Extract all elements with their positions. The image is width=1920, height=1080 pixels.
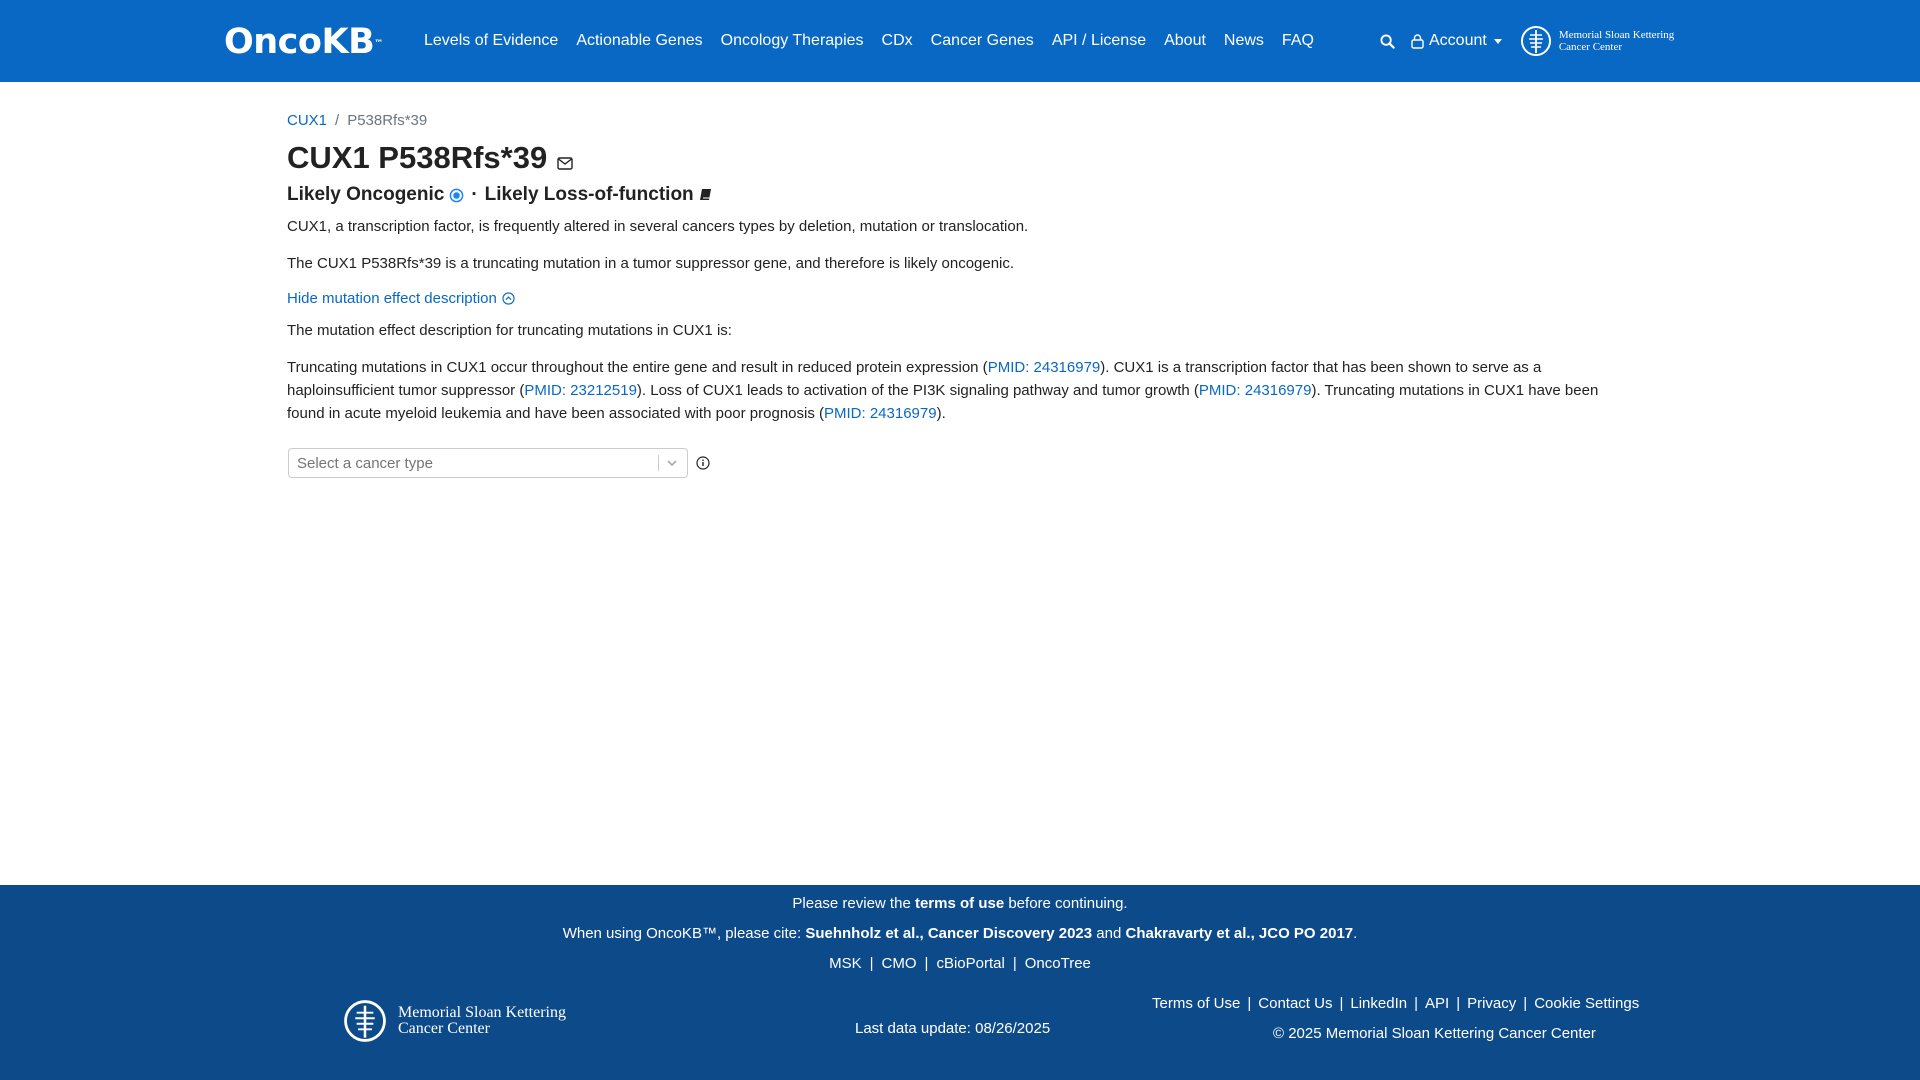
citation-link-2[interactable]: Chakravarty et al., JCO PO 2017	[1125, 925, 1354, 942]
footer-review-post: before continuing.	[1004, 895, 1128, 912]
nav-actionable-genes[interactable]: Actionable Genes	[576, 32, 703, 49]
footer-copyright: © 2025 Memorial Sloan Kettering Cancer Center	[1273, 1025, 1596, 1042]
citation-pre: When using OncoKB™, please cite:	[562, 925, 806, 942]
mutation-effect-description	[287, 356, 1633, 425]
footer-link-cbioportal[interactable]: cBioPortal	[936, 955, 1005, 972]
footer-cookie-settings-link[interactable]: Cookie Settings	[1534, 995, 1640, 1012]
book-icon[interactable]	[699, 188, 713, 202]
page-title-text: CUX1 P538Rfs*39	[287, 140, 548, 175]
pmid-link[interactable]: PMID: 24316979	[1198, 382, 1312, 399]
msk-header-text	[1559, 29, 1674, 53]
nav-right	[1380, 0, 1674, 82]
account-menu[interactable]	[1411, 32, 1502, 50]
footer-privacy-link[interactable]: Privacy	[1467, 995, 1517, 1012]
footer-divider: |	[869, 955, 874, 972]
page-title	[287, 140, 573, 176]
search-icon[interactable]	[1380, 34, 1395, 49]
separator-dot: ·	[471, 184, 478, 205]
footer-divider: |	[1414, 995, 1418, 1012]
breadcrumb	[287, 112, 427, 129]
select-separator	[658, 455, 659, 471]
caret-down-icon	[1494, 39, 1502, 44]
footer-review-pre: Please review the	[792, 895, 915, 912]
mutation-effect-intro: The mutation effect description for truncating mutations in CUX1 is:	[287, 322, 732, 339]
msk-footer-logo[interactable]	[342, 996, 566, 1046]
oncokb-logo[interactable]	[224, 22, 383, 62]
nav-about[interactable]: About	[1164, 32, 1206, 49]
footer-divider: |	[1012, 955, 1017, 972]
footer-api-link[interactable]: API	[1425, 995, 1450, 1012]
top-navbar	[0, 0, 1920, 82]
breadcrumb-current: P538Rfs*39	[347, 112, 428, 129]
footer-divider: |	[1247, 995, 1252, 1012]
msk-footer-line1: Memorial Sloan Kettering	[398, 1004, 566, 1021]
pmid-link[interactable]: PMID: 24316979	[987, 359, 1101, 376]
pmid-link[interactable]: PMID: 23212519	[524, 382, 637, 399]
citation-link-1[interactable]: Suehnholz et al., Cancer Discovery 2023	[805, 925, 1093, 942]
footer-partner-links	[0, 955, 1920, 972]
main-nav	[415, 0, 1323, 82]
cancer-type-selector	[288, 448, 710, 478]
nav-api-license[interactable]: API / License	[1051, 32, 1147, 49]
breadcrumb-separator: /	[335, 112, 340, 129]
account-label: Account	[1429, 32, 1487, 49]
msk-footer-text	[398, 1005, 566, 1037]
nav-levels-of-evidence[interactable]: Levels of Evidence	[424, 32, 559, 49]
variant-annotation-summary	[287, 184, 713, 206]
footer	[0, 885, 1920, 1080]
msk-header-line2: Cancer Center	[1558, 41, 1623, 53]
msk-header-logo[interactable]	[1520, 23, 1674, 59]
footer-terms-notice	[0, 895, 1920, 912]
footer-divider: |	[1456, 995, 1461, 1012]
user-icon	[1411, 34, 1424, 49]
mutation-effect-text-4: ). Truncating mutations in CUX1 have been found in acute myeloid leukemia and have been associated with poor prognosis (	[287, 382, 1599, 422]
msk-header-line1: Memorial Sloan Kettering	[1558, 29, 1675, 41]
footer-link-cmo[interactable]: CMO	[881, 955, 917, 972]
msk-emblem-icon	[342, 996, 388, 1046]
footer-divider: |	[1523, 995, 1528, 1012]
mutation-effect-text-5: ).	[936, 405, 946, 422]
oncogenicity-target-icon	[449, 188, 464, 203]
msk-footer-line2: Cancer Center	[398, 1020, 490, 1037]
citation-end: .	[1353, 925, 1358, 942]
hide-mutation-effect-toggle[interactable]	[287, 290, 515, 307]
mutation-effect-text-1: Truncating mutations in CUX1 occur throughout the entire gene and result in reduced protein expression (	[287, 359, 988, 376]
footer-linkedin-link[interactable]: LinkedIn	[1350, 995, 1408, 1012]
envelope-icon[interactable]	[557, 157, 573, 170]
footer-link-oncotree[interactable]: OncoTree	[1024, 955, 1091, 972]
citation-and: and	[1092, 925, 1126, 942]
gene-summary: CUX1, a transcription factor, is frequently altered in several cancers types by deletion, mutation or translocation.	[287, 218, 1029, 235]
mutation-effect-label: Likely Loss-of-function	[484, 184, 694, 205]
select-indicators	[658, 455, 679, 471]
toggle-label: Hide mutation effect description	[287, 290, 497, 307]
brand-trademark: ™	[374, 39, 383, 49]
cancer-type-placeholder: Select a cancer type	[297, 454, 433, 472]
msk-emblem-icon	[1520, 23, 1552, 59]
chevron-down-icon[interactable]	[665, 456, 679, 470]
cancer-type-select[interactable]	[288, 448, 688, 478]
mutation-effect-text-2: ). CUX1 is a transcription factor that has been shown to serve as a haploinsufficient tumor suppressor (	[287, 359, 1542, 399]
footer-divider: |	[924, 955, 929, 972]
nav-faq[interactable]: FAQ	[1281, 32, 1314, 49]
variant-summary: The CUX1 P538Rfs*39 is a truncating mutation in a tumor suppressor gene, and therefore is likely oncogenic.	[287, 255, 1015, 272]
terms-of-use-link[interactable]: terms of use	[914, 895, 1005, 912]
footer-link-msk[interactable]: MSK	[829, 955, 862, 972]
nav-oncology-therapies[interactable]: Oncology Therapies	[720, 32, 864, 49]
oncogenicity-label: Likely Oncogenic	[287, 184, 445, 205]
pmid-link[interactable]: PMID: 24316979	[824, 405, 937, 422]
footer-right-links	[1152, 995, 1639, 1012]
footer-contact-link[interactable]: Contact Us	[1258, 995, 1333, 1012]
footer-citation	[0, 925, 1920, 942]
chevron-up-circle-icon	[502, 292, 515, 305]
brand-text: OncoKB	[224, 22, 375, 62]
info-circle-icon[interactable]	[696, 456, 710, 470]
footer-terms-link[interactable]: Terms of Use	[1152, 995, 1241, 1012]
breadcrumb-gene-link[interactable]: CUX1	[287, 112, 328, 129]
mutation-effect-text-3: ). Loss of CUX1 leads to activation of the PI3K signaling pathway and tumor growth (	[636, 382, 1199, 399]
last-data-update: Last data update: 08/26/2025	[855, 1020, 1051, 1037]
nav-cdx[interactable]: CDx	[881, 32, 913, 49]
nav-cancer-genes[interactable]: Cancer Genes	[930, 32, 1034, 49]
nav-news[interactable]: News	[1223, 32, 1264, 49]
footer-divider: |	[1339, 995, 1344, 1012]
